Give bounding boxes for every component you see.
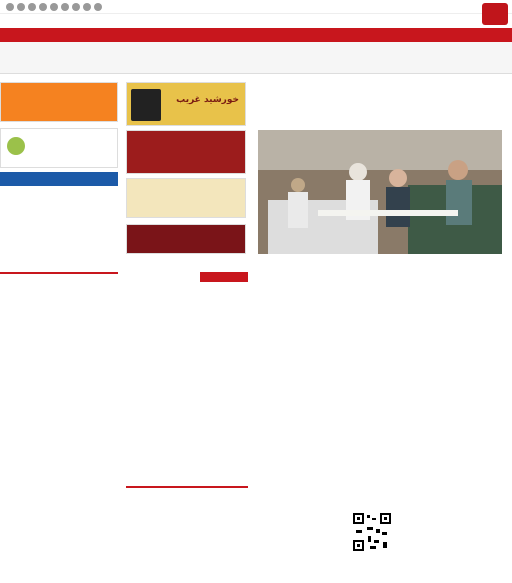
logo-mark-icon — [482, 3, 508, 25]
instagram-icon[interactable] — [83, 3, 91, 11]
ad-coverage[interactable] — [0, 128, 118, 168]
soroush-icon[interactable] — [17, 3, 25, 11]
rubika-icon[interactable] — [28, 3, 36, 11]
region-nav — [0, 42, 512, 74]
ad-strip[interactable] — [0, 172, 118, 186]
eitaa-icon[interactable] — [39, 3, 47, 11]
ad-banner-leader[interactable]: خورشید غریب — [126, 82, 246, 126]
ad-internet-business[interactable] — [0, 82, 118, 122]
telegram-icon[interactable] — [72, 3, 80, 11]
bale-icon[interactable] — [50, 3, 58, 11]
news-section-header — [200, 272, 248, 282]
site-logo[interactable] — [426, 3, 508, 25]
picks-title — [0, 274, 118, 276]
aparat-icon[interactable] — [61, 3, 69, 11]
article-photo — [258, 130, 502, 254]
social-links — [6, 3, 102, 11]
latest-section — [126, 486, 248, 490]
twitter-icon[interactable] — [94, 3, 102, 11]
picks-section — [0, 272, 118, 276]
rss-icon[interactable] — [6, 3, 14, 11]
ad-banner-shop[interactable] — [126, 224, 246, 254]
latest-title — [126, 488, 248, 490]
main-nav — [0, 28, 512, 42]
ad-banner-north[interactable] — [126, 130, 246, 174]
qr-code — [352, 512, 392, 552]
ad-banner-food[interactable] — [126, 178, 246, 218]
